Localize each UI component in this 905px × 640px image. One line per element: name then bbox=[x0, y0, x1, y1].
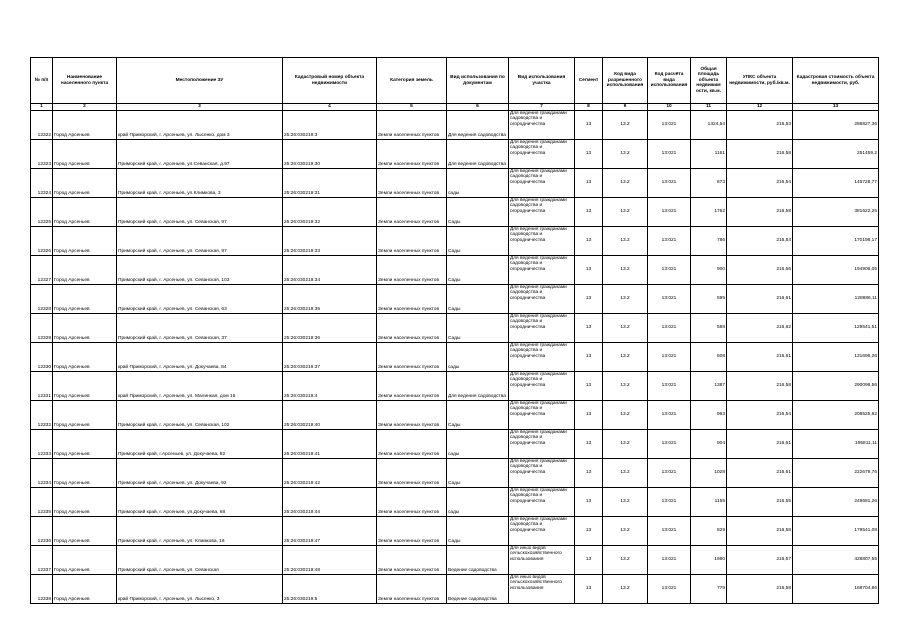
table-row bbox=[31, 168, 879, 197]
row-number-cell: 12334 bbox=[31, 458, 53, 487]
segment-cell: 13 bbox=[575, 574, 603, 603]
area-cell: 786 bbox=[691, 226, 727, 255]
calc-code-cell: 13:021 bbox=[648, 429, 691, 458]
settlement-cell: Город Арсеньев bbox=[53, 429, 117, 458]
area-cell: 673 bbox=[691, 168, 727, 197]
upks-cell: 216,61 bbox=[727, 429, 793, 458]
upks-cell: 216,54 bbox=[727, 400, 793, 429]
calc-code-cell: 13:021 bbox=[648, 110, 691, 139]
actual-use-cell: Для ведения гражданами садоводства и огородничества bbox=[509, 168, 575, 197]
settlement-cell: Город Арсеньев bbox=[53, 226, 117, 255]
actual-use-cell: Для ведения гражданами садоводства и огородничества bbox=[509, 458, 575, 487]
column-number: 7 bbox=[509, 104, 575, 111]
settlement-cell: Город Арсеньев bbox=[53, 313, 117, 342]
location-cell: Приморский край, г. Арсеньев, ул. Климкова, 16 bbox=[117, 516, 283, 545]
land-category-cell: Земли населенных пунктов bbox=[377, 429, 447, 458]
upks-cell: 216,54 bbox=[727, 226, 793, 255]
upks-cell: 216,61 bbox=[727, 458, 793, 487]
land-category-cell: Земли населенных пунктов bbox=[377, 545, 447, 574]
permitted-use-code-cell: 13.2 bbox=[603, 516, 648, 545]
cadastral-number-cell: 25:26:030219:36 bbox=[283, 313, 377, 342]
location-cell: Приморский край, г. Арсеньев, ул.Климкова, 3 bbox=[117, 168, 283, 197]
segment-cell: 13 bbox=[575, 458, 603, 487]
column-number: 9 bbox=[603, 104, 648, 111]
settlement-cell: Город Арсеньев bbox=[53, 516, 117, 545]
permitted-use-code-cell: 13.2 bbox=[603, 226, 648, 255]
cadastral-number-cell: 25:26:030219:44 bbox=[283, 487, 377, 516]
permitted-use-code-cell: 13.2 bbox=[603, 110, 648, 139]
documented-use-cell: Сады bbox=[447, 197, 509, 226]
settlement-cell: Город Арсеньев bbox=[53, 139, 117, 168]
land-category-cell: Земли населенных пунктов bbox=[377, 226, 447, 255]
location-cell: Приморский край, г. Арсеньев, ул.Докучаева, 68 bbox=[117, 487, 283, 516]
calc-code-cell: 13:021 bbox=[648, 342, 691, 371]
actual-use-cell: Для ведения гражданами садоводства и огородничества bbox=[509, 371, 575, 400]
row-number-cell: 12335 bbox=[31, 487, 53, 516]
row-number-cell: 12330 bbox=[31, 342, 53, 371]
row-number-cell: 12328 bbox=[31, 284, 53, 313]
cadastral-number-cell: 25:26:030219:37 bbox=[283, 342, 377, 371]
location-cell: край Приморский, г. Арсеньев, ул. Докучаева, 84 bbox=[117, 342, 283, 371]
row-number-cell: 12337 bbox=[31, 545, 53, 574]
location-cell: Приморский край, г. Арсеньев, ул. Докучаева, 92 bbox=[117, 458, 283, 487]
calc-code-cell: 13:021 bbox=[648, 458, 691, 487]
actual-use-cell: Для ведения гражданами садоводства и огородничества bbox=[509, 226, 575, 255]
upks-cell: 216,54 bbox=[727, 168, 793, 197]
documented-use-cell: сады bbox=[447, 342, 509, 371]
calc-code-cell: 13:021 bbox=[648, 139, 691, 168]
segment-cell: 13 bbox=[575, 197, 603, 226]
cadastral-value-cell: 128886,11 bbox=[793, 284, 879, 313]
settlement-cell: Город Арсеньев bbox=[53, 400, 117, 429]
table-row bbox=[31, 342, 879, 371]
settlement-cell: Город Арсеньев bbox=[53, 574, 117, 603]
column-header: Код расчёта вида использования bbox=[648, 58, 691, 104]
actual-use-cell: Для ведения гражданами садоводства и огородничества bbox=[509, 255, 575, 284]
table-row bbox=[31, 574, 879, 603]
column-header: Код вида разрешенного использования bbox=[603, 58, 648, 104]
table-row bbox=[31, 313, 879, 342]
actual-use-cell: Для иных видов сельскохозяйственного использования bbox=[509, 545, 575, 574]
cadastral-value-cell: 170198,17 bbox=[793, 226, 879, 255]
permitted-use-code-cell: 13.2 bbox=[603, 139, 648, 168]
table-row bbox=[31, 197, 879, 226]
actual-use-cell: Для ведения гражданами садоводства и огородничества bbox=[509, 110, 575, 139]
permitted-use-code-cell: 13.2 bbox=[603, 342, 648, 371]
cadastral-value-table bbox=[30, 57, 879, 604]
permitted-use-code-cell: 13.2 bbox=[603, 168, 648, 197]
cadastral-value-cell: 249681,26 bbox=[793, 487, 879, 516]
column-header: Вид использования по документам bbox=[447, 58, 509, 104]
segment-cell: 13 bbox=[575, 226, 603, 255]
documented-use-cell: Для ведения садоводства bbox=[447, 371, 509, 400]
permitted-use-code-cell: 13.2 bbox=[603, 313, 648, 342]
documented-use-cell: сады bbox=[447, 429, 509, 458]
row-number-cell: 12331 bbox=[31, 371, 53, 400]
upks-cell: 216,56 bbox=[727, 255, 793, 284]
cadastral-number-cell: 25:26:030219:30 bbox=[283, 139, 377, 168]
settlement-cell: Город Арсеньев bbox=[53, 342, 117, 371]
column-number: 13 bbox=[793, 104, 879, 111]
documented-use-cell: Ведение садоводства bbox=[447, 574, 509, 603]
upks-cell: 216,61 bbox=[727, 342, 793, 371]
cadastral-value-cell: 145728,77 bbox=[793, 168, 879, 197]
settlement-cell: Город Арсеньев bbox=[53, 284, 117, 313]
permitted-use-code-cell: 13.2 bbox=[603, 487, 648, 516]
cadastral-value-cell: 179541,08 bbox=[793, 516, 879, 545]
table-row bbox=[31, 400, 879, 429]
area-cell: 1324,54 bbox=[691, 110, 727, 139]
actual-use-cell: Для ведения гражданами садоводства и огородничества bbox=[509, 429, 575, 458]
cadastral-number-cell: 25:26:030219:4 bbox=[283, 371, 377, 400]
column-header: Местоположение ЗУ bbox=[117, 58, 283, 104]
column-number: 8 bbox=[575, 104, 603, 111]
land-category-cell: Земли населенных пунктов bbox=[377, 313, 447, 342]
table-row bbox=[31, 255, 879, 284]
table-row bbox=[31, 139, 879, 168]
land-category-cell: Земли населенных пунктов bbox=[377, 458, 447, 487]
settlement-cell: Город Арсеньев bbox=[53, 371, 117, 400]
cadastral-value-cell: 222679,76 bbox=[793, 458, 879, 487]
segment-cell: 13 bbox=[575, 139, 603, 168]
documented-use-cell: Сады bbox=[447, 255, 509, 284]
column-header: Кадастровый номер объекта недвижимости bbox=[283, 58, 377, 104]
cadastral-value-cell: 208525,62 bbox=[793, 400, 879, 429]
segment-cell: 13 bbox=[575, 313, 603, 342]
table-row bbox=[31, 458, 879, 487]
cadastral-number-cell: 25:26:030219:5 bbox=[283, 574, 377, 603]
settlement-cell: Город Арсеньев bbox=[53, 545, 117, 574]
area-cell: 1161 bbox=[691, 139, 727, 168]
location-cell: край Приморский, г. Арсеньев, ул. Малинкая, дом 15 bbox=[117, 371, 283, 400]
segment-cell: 13 bbox=[575, 284, 603, 313]
segment-cell: 13 bbox=[575, 400, 603, 429]
cadastral-number-cell: 25:26:030219:42 bbox=[283, 458, 377, 487]
permitted-use-code-cell: 13.2 bbox=[603, 574, 648, 603]
location-cell: Приморский край, г. Арсеньев, ул. Севанская, 103 bbox=[117, 255, 283, 284]
calc-code-cell: 13:021 bbox=[648, 487, 691, 516]
upks-cell: 216,58 bbox=[727, 197, 793, 226]
table-row bbox=[31, 110, 879, 139]
column-number: 2 bbox=[53, 104, 117, 111]
column-header: Наименование населенного пункта bbox=[53, 58, 117, 104]
documented-use-cell: Сады bbox=[447, 313, 509, 342]
cadastral-value-cell: 195811,11 bbox=[793, 429, 879, 458]
calc-code-cell: 13:021 bbox=[648, 197, 691, 226]
documented-use-cell: сады bbox=[447, 487, 509, 516]
cadastral-number-cell: 25:26:030219:40 bbox=[283, 400, 377, 429]
column-header: УПКС объекта недвижимости, руб./кв.м. bbox=[727, 58, 793, 104]
calc-code-cell: 13:021 bbox=[648, 545, 691, 574]
land-category-cell: Земли населенных пунктов bbox=[377, 400, 447, 429]
table-row bbox=[31, 284, 879, 313]
row-number-cell: 12322 bbox=[31, 110, 53, 139]
column-number: 12 bbox=[727, 104, 793, 111]
row-number-cell: 12327 bbox=[31, 255, 53, 284]
area-cell: 608 bbox=[691, 342, 727, 371]
column-header: Категория земель bbox=[377, 58, 447, 104]
segment-cell: 13 bbox=[575, 516, 603, 545]
column-header: Общая площадь объекта недвижим ости, кв.м. bbox=[691, 58, 727, 104]
location-cell: Приморский край, г. Арсеньев, ул. Севанская, 97 bbox=[117, 197, 283, 226]
segment-cell: 13 bbox=[575, 429, 603, 458]
cadastral-value-cell: 131696,26 bbox=[793, 342, 879, 371]
area-cell: 779 bbox=[691, 574, 727, 603]
calc-code-cell: 13:021 bbox=[648, 371, 691, 400]
calc-code-cell: 13:021 bbox=[648, 226, 691, 255]
actual-use-cell: Для ведения гражданами садоводства и огородничества bbox=[509, 284, 575, 313]
calc-code-cell: 13:021 bbox=[648, 516, 691, 545]
documented-use-cell: Для ведения садоводства bbox=[447, 110, 509, 139]
cadastral-number-cell: 25:26:030219:31 bbox=[283, 168, 377, 197]
cadastral-number-cell: 25:26:030219:35 bbox=[283, 284, 377, 313]
column-header: Сегмент bbox=[575, 58, 603, 104]
row-number-cell: 12323 bbox=[31, 139, 53, 168]
settlement-cell: Город Арсеньев bbox=[53, 458, 117, 487]
actual-use-cell: Для ведения гражданами садоводства и огородничества bbox=[509, 139, 575, 168]
location-cell: край Приморский, г. Арсеньев, ул. Лысенко, дом 3 bbox=[117, 110, 283, 139]
land-category-cell: Земли населенных пунктов bbox=[377, 284, 447, 313]
upks-cell: 216,62 bbox=[727, 313, 793, 342]
permitted-use-code-cell: 13.2 bbox=[603, 371, 648, 400]
settlement-cell: Город Арсеньев bbox=[53, 255, 117, 284]
cadastral-value-cell: 129541,51 bbox=[793, 313, 879, 342]
permitted-use-code-cell: 13.2 bbox=[603, 197, 648, 226]
table-row bbox=[31, 226, 879, 255]
segment-cell: 13 bbox=[575, 545, 603, 574]
column-number: 3 bbox=[117, 104, 283, 111]
settlement-cell: Город Арсеньев bbox=[53, 197, 117, 226]
permitted-use-code-cell: 13.2 bbox=[603, 255, 648, 284]
area-cell: 900 bbox=[691, 255, 727, 284]
upks-cell: 216,61 bbox=[727, 284, 793, 313]
row-number-cell: 12338 bbox=[31, 574, 53, 603]
cadastral-value-cell: 168704,86 bbox=[793, 574, 879, 603]
land-category-cell: Земли населенных пунктов bbox=[377, 342, 447, 371]
settlement-cell: Город Арсеньев bbox=[53, 487, 117, 516]
row-number-cell: 12325 bbox=[31, 197, 53, 226]
area-cell: 963 bbox=[691, 400, 727, 429]
location-cell: край Приморский, г. Арсеньев, ул. Лысенко, 3 bbox=[117, 574, 283, 603]
segment-cell: 13 bbox=[575, 342, 603, 371]
land-category-cell: Земли населенных пунктов bbox=[377, 139, 447, 168]
actual-use-cell: Для ведения гражданами садоводства и огородничества bbox=[509, 516, 575, 545]
actual-use-cell: Для ведения гражданами садоводства и огородничества bbox=[509, 487, 575, 516]
land-category-cell: Земли населенных пунктов bbox=[377, 487, 447, 516]
cadastral-value-cell: 286827,36 bbox=[793, 110, 879, 139]
column-header: Вид использования участка bbox=[509, 58, 575, 104]
row-number-cell: 12332 bbox=[31, 400, 53, 429]
cadastral-value-cell: 290096,56 bbox=[793, 371, 879, 400]
upks-cell: 216,57 bbox=[727, 545, 793, 574]
calc-code-cell: 13:021 bbox=[648, 574, 691, 603]
documented-use-cell: Сады bbox=[447, 458, 509, 487]
cadastral-number-cell: 25:26:030219:47 bbox=[283, 516, 377, 545]
area-cell: 1762 bbox=[691, 197, 727, 226]
permitted-use-code-cell: 13.2 bbox=[603, 284, 648, 313]
row-number-cell: 12336 bbox=[31, 516, 53, 545]
segment-cell: 13 bbox=[575, 168, 603, 197]
cadastral-number-cell: 25:26:030219:33 bbox=[283, 226, 377, 255]
permitted-use-code-cell: 13.2 bbox=[603, 458, 648, 487]
documented-use-cell: Сады bbox=[447, 226, 509, 255]
row-number-cell: 12326 bbox=[31, 226, 53, 255]
row-number-cell: 12324 bbox=[31, 168, 53, 197]
cadastral-value-cell: 194906,05 bbox=[793, 255, 879, 284]
area-cell: 1980 bbox=[691, 545, 727, 574]
calc-code-cell: 13:021 bbox=[648, 255, 691, 284]
upks-cell: 216,58 bbox=[727, 516, 793, 545]
actual-use-cell: Для иных видов сельскохозяйственного использования bbox=[509, 574, 575, 603]
area-cell: 1387 bbox=[691, 371, 727, 400]
permitted-use-code-cell: 13.2 bbox=[603, 545, 648, 574]
segment-cell: 13 bbox=[575, 371, 603, 400]
calc-code-cell: 13:021 bbox=[648, 400, 691, 429]
cadastral-number-cell: 25:26:030219:32 bbox=[283, 197, 377, 226]
area-cell: 1028 bbox=[691, 458, 727, 487]
location-cell: Приморский край, г. Арсеньев, ул. Севанская, 63 bbox=[117, 284, 283, 313]
area-cell: 598 bbox=[691, 313, 727, 342]
settlement-cell: Город Арсеньев bbox=[53, 168, 117, 197]
cadastral-value-cell: 428807,55 bbox=[793, 545, 879, 574]
actual-use-cell: Для ведения гражданами садоводства и огородничества bbox=[509, 400, 575, 429]
column-header: Кадастровая стоимость объекта недвижимости, руб. bbox=[793, 58, 879, 104]
column-number: 5 bbox=[377, 104, 447, 111]
cadastral-number-cell: 25:26:030219:48 bbox=[283, 545, 377, 574]
actual-use-cell: Для ведения гражданами садоводства и огородничества bbox=[509, 342, 575, 371]
segment-cell: 13 bbox=[575, 487, 603, 516]
calc-code-cell: 13:021 bbox=[648, 284, 691, 313]
table-row bbox=[31, 487, 879, 516]
table-header-row bbox=[31, 58, 879, 104]
column-number: 6 bbox=[447, 104, 509, 111]
upks-cell: 216,55 bbox=[727, 487, 793, 516]
row-number-cell: 12329 bbox=[31, 313, 53, 342]
location-cell: Приморский край, г. Арсеньев, ул. Севанская bbox=[117, 545, 283, 574]
land-category-cell: Земли населенных пунктов bbox=[377, 516, 447, 545]
land-category-cell: Земли населенных пунктов bbox=[377, 110, 447, 139]
calc-code-cell: 13:021 bbox=[648, 168, 691, 197]
table-row bbox=[31, 371, 879, 400]
location-cell: Приморский край, г. Арсеньев, ул. Севанская, 37 bbox=[117, 313, 283, 342]
land-category-cell: Земли населенных пунктов bbox=[377, 574, 447, 603]
cadastral-number-cell: 25:26:030219:34 bbox=[283, 255, 377, 284]
location-cell: Приморский край, г.Арсеньев, ул. Докучаева, 82 bbox=[117, 429, 283, 458]
column-number-row bbox=[31, 104, 879, 111]
cadastral-value-cell: 251459,2 bbox=[793, 139, 879, 168]
land-category-cell: Земли населенных пунктов bbox=[377, 255, 447, 284]
table-row bbox=[31, 516, 879, 545]
column-number: 11 bbox=[691, 104, 727, 111]
documented-use-cell: сады bbox=[447, 168, 509, 197]
segment-cell: 13 bbox=[575, 110, 603, 139]
upks-cell: 216,58 bbox=[727, 139, 793, 168]
land-category-cell: Земли населенных пунктов bbox=[377, 371, 447, 400]
cadastral-number-cell: 25:26:030219:3 bbox=[283, 110, 377, 139]
settlement-cell: Город Арсеньев bbox=[53, 110, 117, 139]
area-cell: 904 bbox=[691, 429, 727, 458]
location-cell: Приморский край, г. Арсеньев, ул. Севанская, 97 bbox=[117, 226, 283, 255]
area-cell: 829 bbox=[691, 516, 727, 545]
documented-use-cell: Сады bbox=[447, 400, 509, 429]
area-cell: 595 bbox=[691, 284, 727, 313]
cadastral-number-cell: 25:26:030219:41 bbox=[283, 429, 377, 458]
documented-use-cell: Сады bbox=[447, 284, 509, 313]
upks-cell: 216,58 bbox=[727, 371, 793, 400]
documented-use-cell: Для ведения садоводства bbox=[447, 139, 509, 168]
documented-use-cell: Ведение садоводства bbox=[447, 545, 509, 574]
column-number: 4 bbox=[283, 104, 377, 111]
permitted-use-code-cell: 13.2 bbox=[603, 400, 648, 429]
upks-cell: 216,53 bbox=[727, 110, 793, 139]
table-row bbox=[31, 429, 879, 458]
column-number: 10 bbox=[648, 104, 691, 111]
column-number: 1 bbox=[31, 104, 53, 111]
land-category-cell: Земли населенных пунктов bbox=[377, 168, 447, 197]
actual-use-cell: Для ведения гражданами садоводства и огородничества bbox=[509, 197, 575, 226]
location-cell: Приморский край, г. Арсеньев, ул. Севанская, 102 bbox=[117, 400, 283, 429]
actual-use-cell: Для ведения гражданами садоводства и огородничества bbox=[509, 313, 575, 342]
column-header: № п/п bbox=[31, 58, 53, 104]
table-row bbox=[31, 545, 879, 574]
documented-use-cell: Сады bbox=[447, 516, 509, 545]
upks-cell: 216,58 bbox=[727, 574, 793, 603]
permitted-use-code-cell: 13.2 bbox=[603, 429, 648, 458]
location-cell: Приморский край, г. Арсеньев, ул.Севанская, д.97 bbox=[117, 139, 283, 168]
row-number-cell: 12333 bbox=[31, 429, 53, 458]
land-category-cell: Земли населенных пунктов bbox=[377, 197, 447, 226]
calc-code-cell: 13:021 bbox=[648, 313, 691, 342]
cadastral-value-cell: 381622,25 bbox=[793, 197, 879, 226]
segment-cell: 13 bbox=[575, 255, 603, 284]
area-cell: 1155 bbox=[691, 487, 727, 516]
